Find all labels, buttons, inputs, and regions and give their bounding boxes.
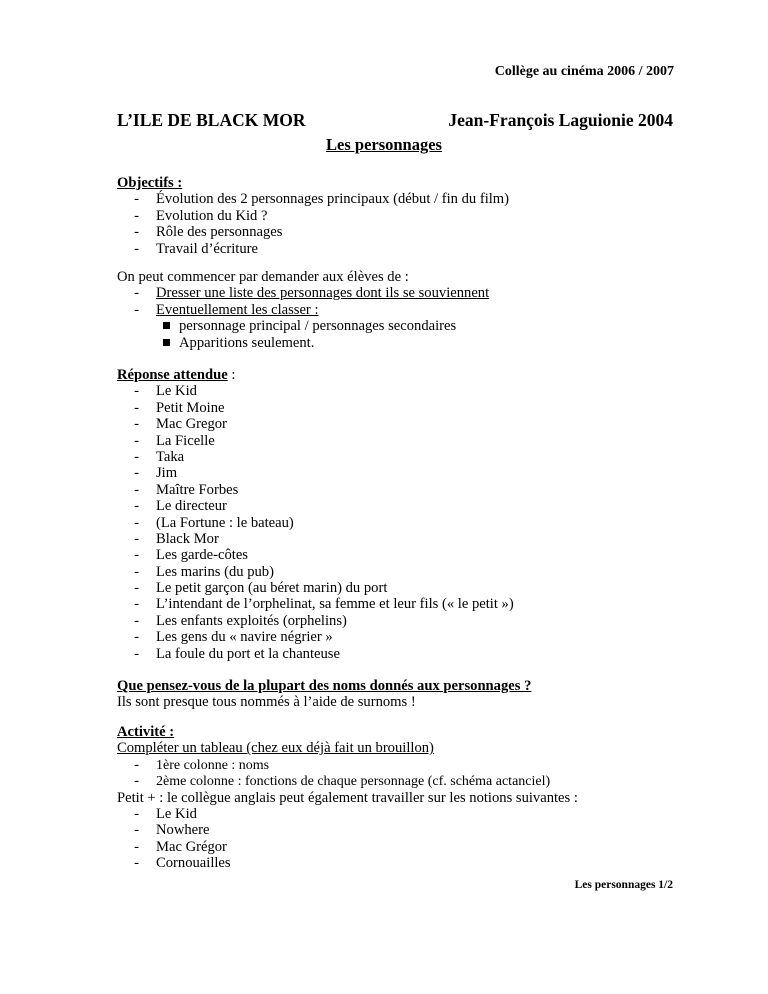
list-item: - Taka xyxy=(117,449,697,465)
dash-bullet: - xyxy=(134,547,139,564)
dash-bullet: - xyxy=(134,580,139,597)
square-bullet-icon xyxy=(163,322,170,329)
dash-bullet: - xyxy=(134,240,139,257)
list-item: - Evolution du Kid ? xyxy=(117,208,697,224)
list-item: - Le Kid xyxy=(117,806,697,822)
reponse-section: Réponse attendue : - Le Kid - Petit Moine - Mac Gregor - La Ficelle - Taka - Jim - Maître Forbes - Le directeur - (La Fortune : le bateau) - Black Mor - Les garde-côtes - Les marins (du pub) - Le petit garçon (au béret marin) du port - L’intendant de l’orphelinat, sa femme et leur fils (« le petit ») - Les enfants exploités (orphelins) - Les gens du « navire négrier » - La foule du port et la chanteuse xyxy=(117,367,697,662)
dash-bullet: - xyxy=(134,612,139,629)
dash-bullet: - xyxy=(134,756,139,773)
dash-bullet: - xyxy=(134,822,139,839)
list-item: - (La Fortune : le bateau) xyxy=(117,515,697,531)
page-footer: Les personnages 1/2 xyxy=(574,879,673,891)
director-year: Jean-François Laguionie 2004 xyxy=(448,110,673,130)
dash-bullet: - xyxy=(134,481,139,498)
petit-plus-text: Petit + : le collègue anglais peut également travailler sur les notions suivantes : xyxy=(117,789,578,806)
dash-bullet: - xyxy=(134,191,139,208)
dash-bullet: - xyxy=(134,855,139,872)
dash-bullet: - xyxy=(134,805,139,822)
list-item: - Jim xyxy=(117,465,697,481)
list-item: - Mac Grégor xyxy=(117,839,697,855)
question-heading: Que pensez-vous de la plupart des noms donnés aux personnages ? xyxy=(117,678,532,694)
film-title: L’ILE DE BLACK MOR xyxy=(117,110,306,130)
list-item: - Les enfants exploités (orphelins) xyxy=(117,613,697,629)
dash-bullet: - xyxy=(134,432,139,449)
dash-bullet: - xyxy=(134,563,139,580)
square-bullet-icon xyxy=(163,339,170,346)
list-item: - 2ème colonne : fonctions de chaque personnage (cf. schéma actanciel) xyxy=(117,773,697,789)
list-item: - La foule du port et la chanteuse xyxy=(117,646,697,662)
list-item: - Les marins (du pub) xyxy=(117,564,697,580)
dash-bullet: - xyxy=(134,301,139,318)
dash-bullet: - xyxy=(134,399,139,416)
dash-bullet: - xyxy=(134,448,139,465)
list-item: - Petit Moine xyxy=(117,400,697,416)
dash-bullet: - xyxy=(134,596,139,613)
dash-bullet: - xyxy=(134,465,139,482)
dash-bullet: - xyxy=(134,530,139,547)
dash-bullet: - xyxy=(134,285,139,302)
list-item: - Le directeur xyxy=(117,498,697,514)
list-item: - Évolution des 2 personnages principaux (début / fin du film) xyxy=(117,191,697,207)
dash-bullet: - xyxy=(134,645,139,662)
sub-list-item: personnage principal / personnages secondaires xyxy=(117,318,697,334)
question-answer: Ils sont presque tous nommés à l’aide de surnoms ! xyxy=(117,694,416,711)
sub-list-item: Apparitions seulement. xyxy=(117,335,697,351)
objectifs-heading: Objectifs : xyxy=(117,175,183,191)
dash-bullet: - xyxy=(134,383,139,400)
list-item: - Rôle des personnages xyxy=(117,224,697,240)
list-item: - Les garde-côtes xyxy=(117,547,697,563)
reponse-heading: Réponse attendue xyxy=(117,367,228,383)
list-item: - Black Mor xyxy=(117,531,697,547)
dash-bullet: - xyxy=(134,207,139,224)
dash-bullet: - xyxy=(134,416,139,433)
list-item: - L’intendant de l’orphelinat, sa femme et leur fils (« le petit ») xyxy=(117,596,697,612)
question-section xyxy=(117,678,697,711)
list-item: - 1ère colonne : noms xyxy=(117,757,697,773)
dash-bullet: - xyxy=(134,498,139,515)
list-item: - Dresser une liste des personnages dont ils se souviennent xyxy=(117,285,697,301)
dash-bullet: - xyxy=(134,773,139,790)
list-item: - Les gens du « navire négrier » xyxy=(117,629,697,645)
list-item: - Cornouailles xyxy=(117,855,697,871)
college-header: Collège au cinéma 2006 / 2007 xyxy=(494,64,674,79)
list-item: - Le petit garçon (au béret marin) du port xyxy=(117,580,697,596)
objectifs-section xyxy=(117,175,697,257)
activite-line: Compléter un tableau (chez eux déjà fait un brouillon) xyxy=(117,740,434,757)
intro-text: On peut commencer par demander aux élèves de : xyxy=(117,269,409,285)
list-item: - Travail d’écriture xyxy=(117,241,697,257)
dash-bullet: - xyxy=(134,514,139,531)
intro-section xyxy=(117,269,697,351)
dash-bullet: - xyxy=(134,224,139,241)
list-item: - Maître Forbes xyxy=(117,482,697,498)
activite-heading: Activité : xyxy=(117,724,175,740)
dash-bullet: - xyxy=(134,838,139,855)
list-item: - Eventuellement les classer : xyxy=(117,302,697,318)
list-item: - La Ficelle xyxy=(117,433,697,449)
dash-bullet: - xyxy=(134,629,139,646)
list-item: - Le Kid xyxy=(117,383,697,399)
activite-section xyxy=(117,724,697,872)
list-item: - Nowhere xyxy=(117,822,697,838)
list-item: - Mac Gregor xyxy=(117,416,697,432)
page-title: Les personnages xyxy=(326,135,442,154)
